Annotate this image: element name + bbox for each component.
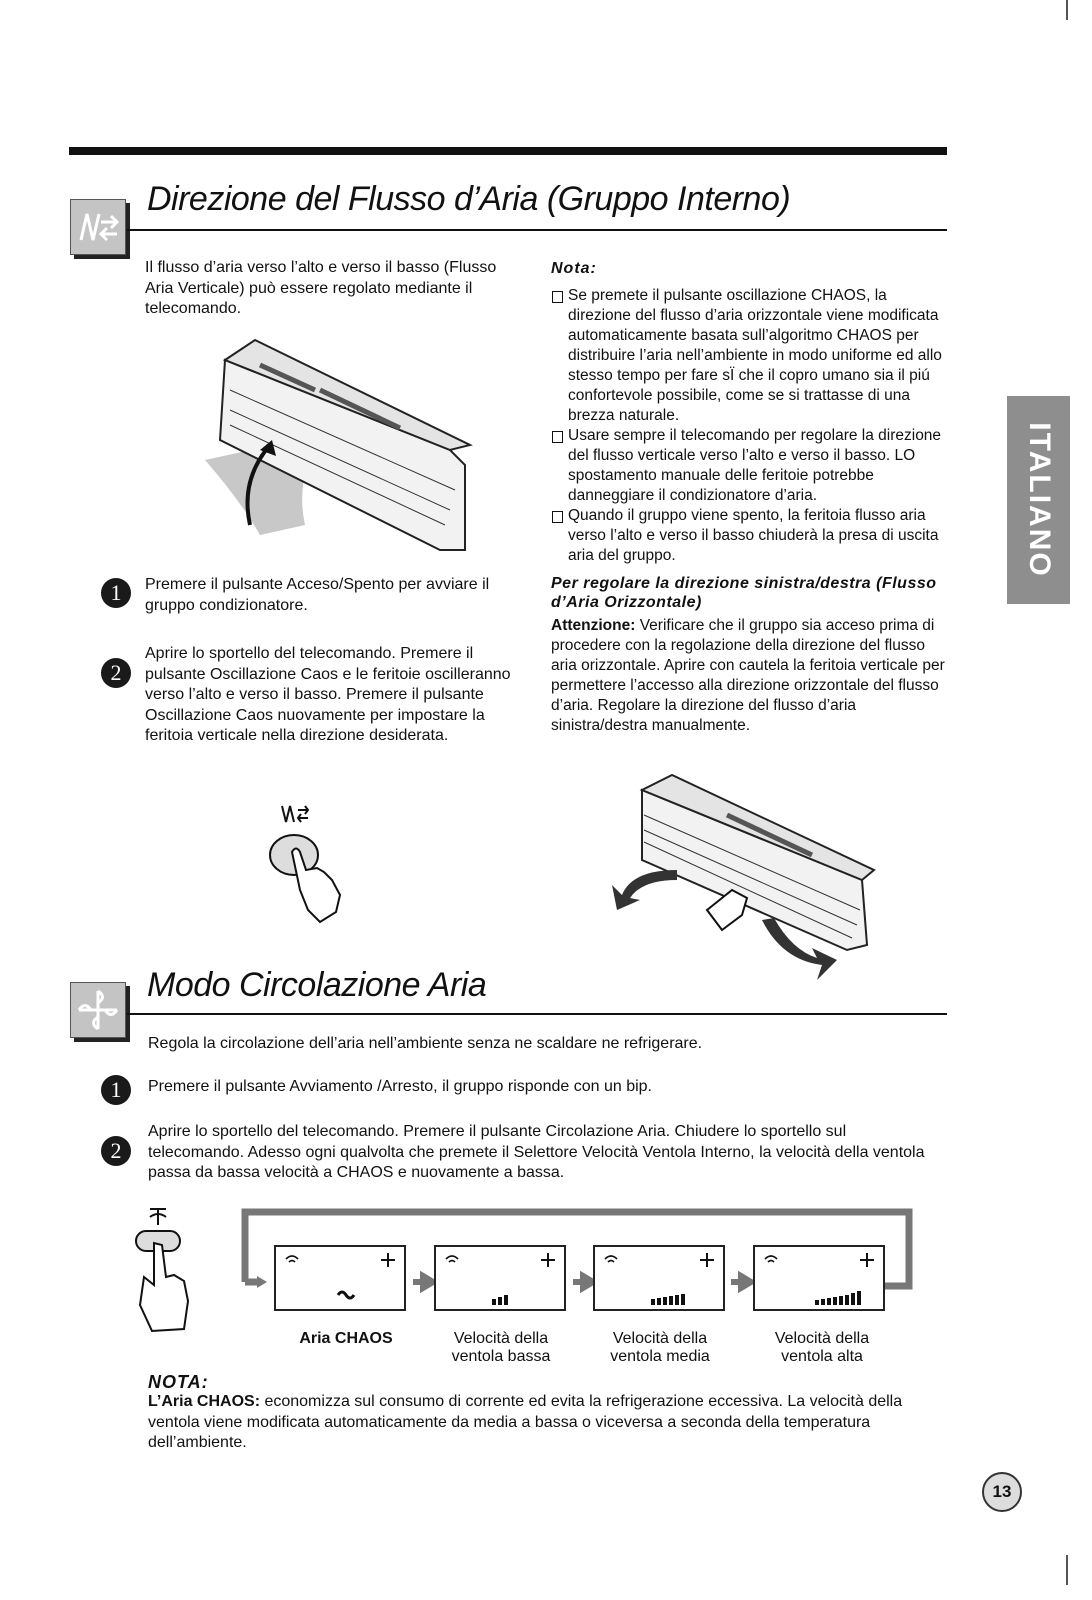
remote-button-icon bbox=[262, 800, 362, 930]
step-2-text: Aprire lo sportello del telecomando. Premere il pulsante Oscillazione Caos e le feritoie oscilleranno verso l’alto e verso il basso. Premere il pulsante Oscillazione Caos nuovamente per impostare la feritoia verticale nella direzione desiderata. bbox=[145, 645, 511, 744]
step-number-1: 1 bbox=[101, 1075, 131, 1105]
crop-mark bbox=[1066, 0, 1068, 20]
swing-icon bbox=[70, 199, 126, 255]
fan-icon bbox=[70, 982, 126, 1038]
lcd-display-low bbox=[434, 1245, 566, 1311]
note-heading: Nota: bbox=[551, 260, 597, 277]
section1-intro: Il flusso d’aria verso l’alto e verso il basso (Flusso Aria Verticale) può essere regolato mediante il telecomando. bbox=[145, 259, 497, 317]
note-item: Quando il gruppo viene spento, la feritoia flusso aria verso l’alto e verso il basso chiuderà la presa di uscita aria del gruppo. bbox=[551, 506, 945, 566]
note-item: Usare sempre il telecomando per regolare la direzione del flusso verticale verso l’alto e verso il basso. LO spostamento manuale delle feritoie potrebbe danneggiare il condizionatore d’aria. bbox=[551, 426, 945, 506]
attention-paragraph bbox=[551, 616, 945, 736]
horizontal-airflow-heading: Per regolare la direzione sinistra/destra (Flusso d’Aria Orizzontale) bbox=[551, 575, 937, 611]
crop-mark bbox=[1066, 1555, 1068, 1585]
step-1-text: Premere il pulsante Avviamento /Arresto, il gruppo risponde con un bip. bbox=[148, 1078, 652, 1095]
lcd-label-high: Velocità della ventola alta bbox=[774, 1330, 870, 1365]
lcd-display-medium bbox=[593, 1245, 725, 1311]
air-conditioner-icon bbox=[200, 330, 480, 560]
step-number-1: 1 bbox=[101, 578, 131, 608]
attention-text: Verificare che il gruppo sia acceso prima di procedere con la regolazione della direzione del flusso aria orizzontale. Aprire con cautela la feritoia verticale per permettere l’accesso alla direzione orizzontale del flusso d’aria. Regolare la direzione del flusso d’aria sinistra/destra manualmente. bbox=[551, 617, 945, 734]
lcd-label-medium: Velocità della ventola media bbox=[610, 1330, 710, 1365]
lcd-display-chaos bbox=[274, 1245, 406, 1311]
note-item: Se premete il pulsante oscillazione CHAOS, la direzione del flusso d’aria orizzontale viene modificata automaticamente basata sull’algoritmo CHAOS per distribuire l’aria nell’ambiente in modo uniforme ed allo stesso tempo per fare sÏ che il copro umano sia il piú confortevole possibile, come se si trattasse di una brezza naturale. bbox=[551, 286, 945, 426]
language-tab-label: ITALIANO bbox=[1022, 422, 1056, 578]
lcd-label-low: Velocità della ventola bassa bbox=[451, 1330, 551, 1365]
title-underline bbox=[127, 229, 947, 231]
attention-label: Attenzione: bbox=[551, 617, 636, 634]
step-2-text: Aprire lo sportello del telecomando. Premere il pulsante Circolazione Aria. Chiudere lo sportello sul telecomando. Adesso ogni qualvolta che premete il Selettore Velocità Ventola Interno, la velocità della ventola passa da bassa velocità a CHAOS e nuovamente a bassa. bbox=[148, 1123, 925, 1181]
bottom-note-text: economizza sul consumo di corrente ed evita la refrigerazione eccessiva. La velocità della ventola viene modificata automaticamente da media a bassa o viceversa a seconda della temperatura dell’ambiente. bbox=[148, 1393, 903, 1451]
hand-icon bbox=[128, 1205, 208, 1340]
section-title-air-direction: Direzione del Flusso d’Aria (Gruppo Interno) bbox=[147, 180, 791, 218]
bottom-note-heading: NOTA: bbox=[148, 1372, 209, 1392]
lcd-display-high bbox=[753, 1245, 885, 1311]
page-number: 13 bbox=[982, 1472, 1022, 1512]
notes-list bbox=[551, 286, 945, 566]
step-1-text: Premere il pulsante Acceso/Spento per avviare il gruppo condizionatore. bbox=[145, 576, 490, 614]
bottom-note-paragraph bbox=[148, 1392, 928, 1454]
bottom-note-label: L’Aria CHAOS: bbox=[148, 1393, 261, 1410]
step-number-2: 2 bbox=[101, 1136, 131, 1166]
step-number-2: 2 bbox=[101, 658, 131, 688]
section-title-air-circulation: Modo Circolazione Aria bbox=[147, 966, 487, 1004]
top-rule bbox=[69, 147, 947, 155]
title-underline bbox=[127, 1013, 947, 1015]
section2-intro: Regola la circolazione dell’aria nell’ambiente senza ne scaldare ne refrigerare. bbox=[148, 1035, 703, 1052]
language-tab bbox=[1007, 396, 1070, 604]
air-conditioner-icon bbox=[612, 770, 882, 990]
lcd-label-chaos: Aria CHAOS bbox=[299, 1330, 393, 1347]
